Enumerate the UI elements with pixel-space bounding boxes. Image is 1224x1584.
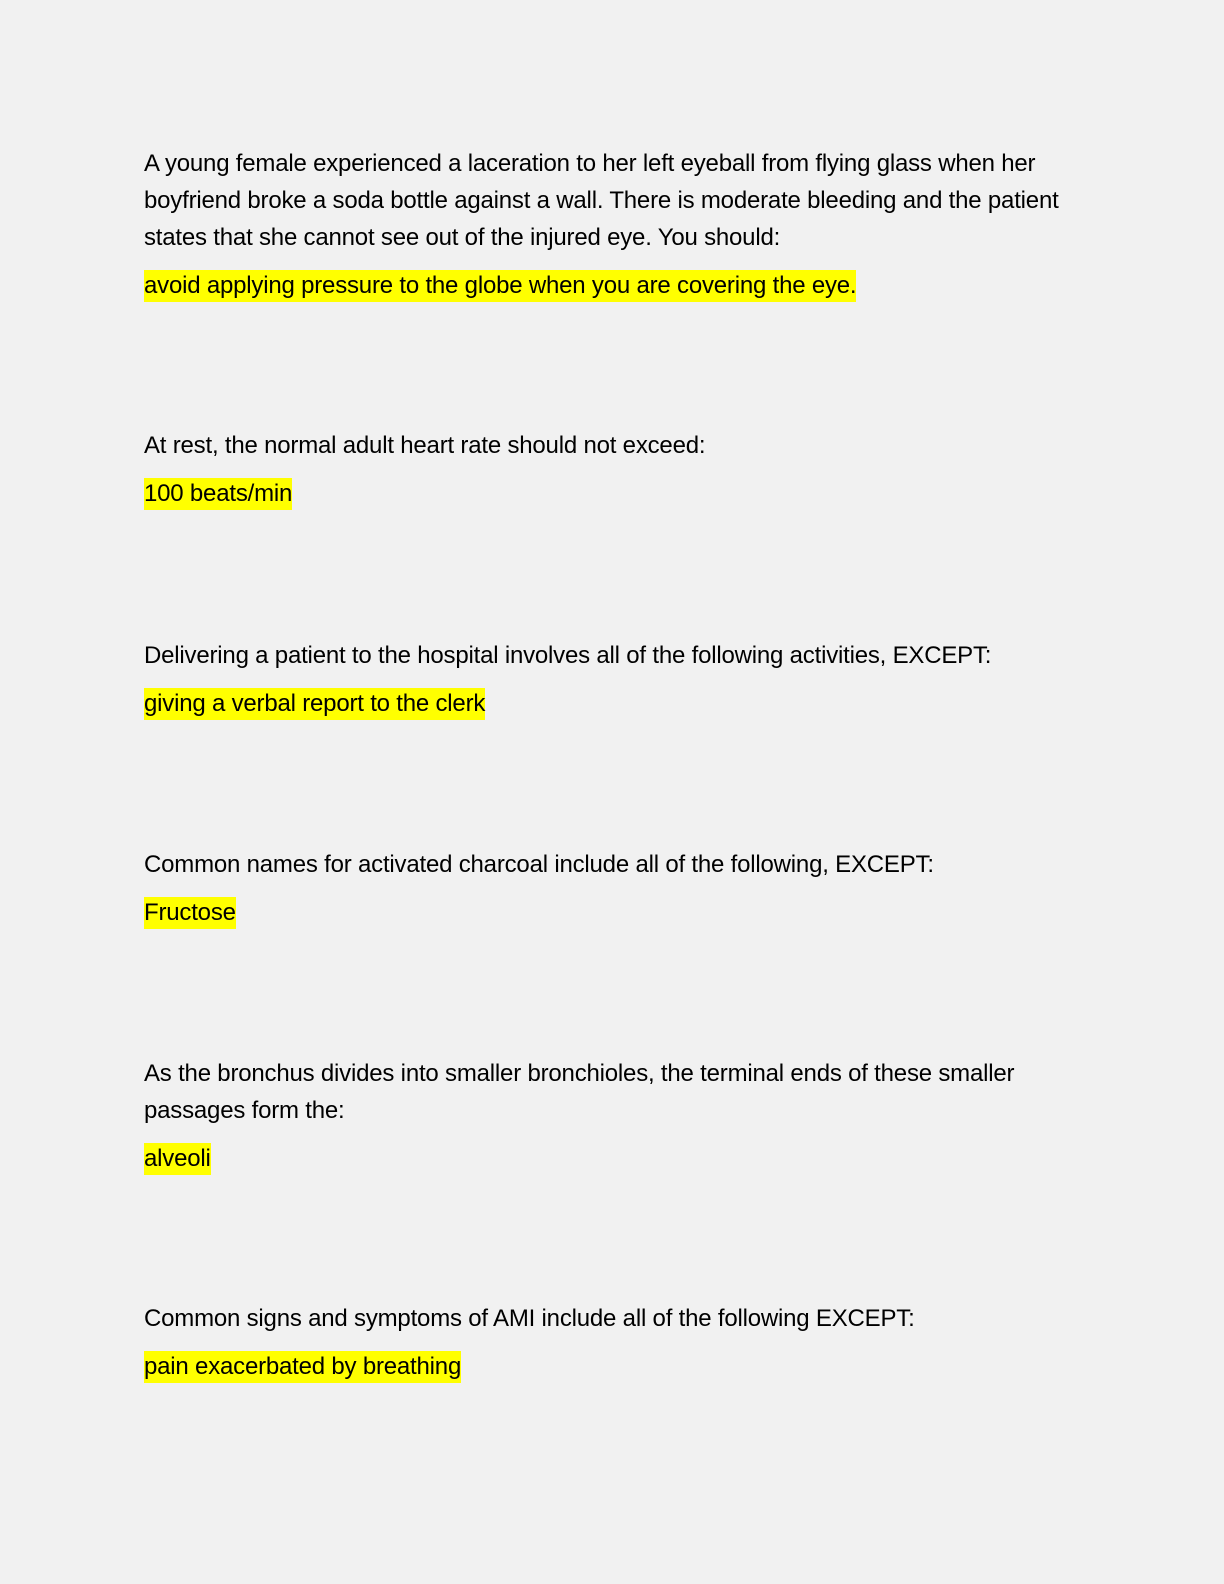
qa-item [144,145,1084,302]
qa-item [144,637,1084,720]
highlighted-answer: pain exacerbated by breathing [144,1351,461,1383]
highlighted-answer: Fructose [144,897,236,929]
question-text: At rest, the normal adult heart rate should not exceed: [144,432,706,459]
question-text: Common names for activated charcoal include all of the following, EXCEPT: [144,851,934,878]
highlighted-answer: 100 beats/min [144,478,292,510]
qa-item [144,1300,1084,1383]
question-text: A young female experienced a laceration to her left eyeball from flying glass when her boyfriend broke a soda bottle against a wall. There is moderate bleeding and the patient states that she cannot see out of the injured eye. You should: [144,150,1059,251]
qa-item [144,427,1084,510]
qa-item [144,846,1084,929]
question-text: Delivering a patient to the hospital involves all of the following activities, EXCEPT: [144,642,992,669]
question-text: Common signs and symptoms of AMI include all of the following EXCEPT: [144,1305,915,1332]
question-text: As the bronchus divides into smaller bronchioles, the terminal ends of these smaller passages form the: [144,1060,1015,1124]
highlighted-answer: alveoli [144,1143,211,1175]
highlighted-answer: avoid applying pressure to the globe when you are covering the eye. [144,270,856,302]
highlighted-answer: giving a verbal report to the clerk [144,688,485,720]
qa-item [144,1055,1084,1175]
